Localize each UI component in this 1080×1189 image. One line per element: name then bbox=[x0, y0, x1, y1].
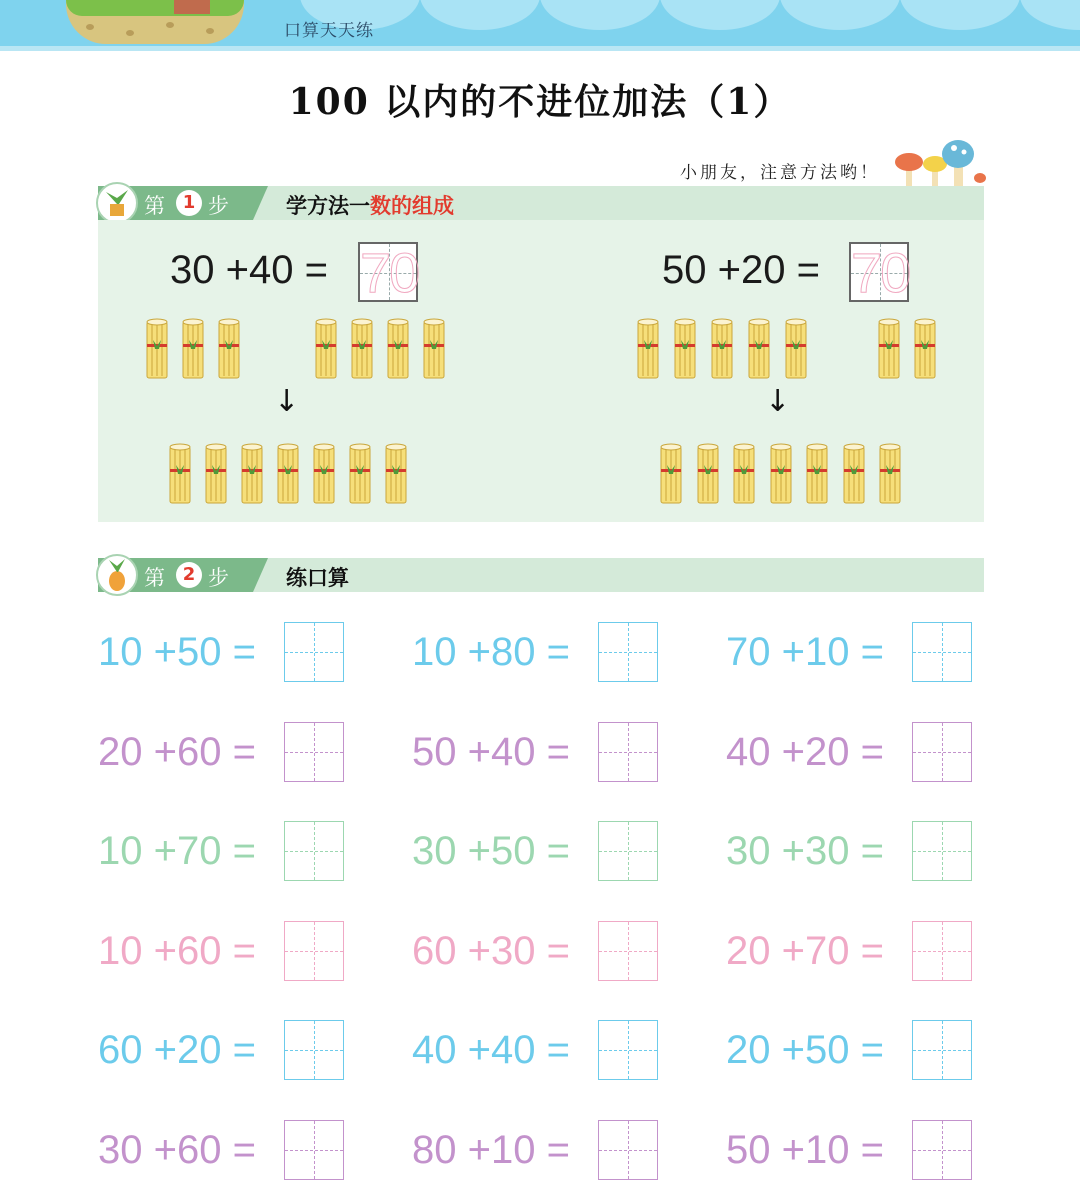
practice-question: 30 +30 = bbox=[726, 829, 884, 874]
step2-bar bbox=[98, 558, 984, 592]
answer-input-box[interactable] bbox=[284, 622, 344, 682]
practice-question: 60 +30 = bbox=[412, 928, 570, 973]
step2-number: 2 bbox=[176, 562, 202, 588]
example2-sum-bundle bbox=[733, 443, 755, 505]
practice-question: 40 +40 = bbox=[412, 1028, 570, 1073]
practice-question: 50 +40 = bbox=[412, 729, 570, 774]
example2-sum-bundle bbox=[806, 443, 828, 505]
step1-bar bbox=[98, 186, 984, 220]
example1-sum-bundle bbox=[349, 443, 371, 505]
step2-suffix: 步 bbox=[208, 566, 229, 590]
practice-question: 40 +20 = bbox=[726, 729, 884, 774]
mushroom-illustration bbox=[892, 138, 988, 190]
practice-question: 80 +10 = bbox=[412, 1128, 570, 1172]
answer-input-box[interactable] bbox=[284, 921, 344, 981]
plant-icon bbox=[96, 182, 138, 224]
pineapple-icon bbox=[96, 554, 138, 596]
example2-arrow: ↓ bbox=[765, 384, 791, 419]
example2-b-bundle bbox=[878, 318, 900, 380]
example2-a-bundle bbox=[711, 318, 733, 380]
header-rule bbox=[0, 46, 1080, 51]
example2-b-bundle bbox=[914, 318, 936, 380]
hint-text: 小朋友，注意方法哟！ bbox=[680, 163, 880, 183]
example2-a-bundle bbox=[637, 318, 659, 380]
example2-a-bundle bbox=[748, 318, 770, 380]
practice-question: 70 +10 = bbox=[726, 630, 884, 674]
example1-b-bundle bbox=[423, 318, 445, 380]
answer-input-box[interactable] bbox=[284, 821, 344, 881]
answer-input-box[interactable] bbox=[598, 921, 658, 981]
answer-input-box[interactable] bbox=[912, 622, 972, 682]
book-title: 口算天天练 bbox=[284, 21, 374, 41]
practice-question: 10 +80 = bbox=[412, 630, 570, 674]
answer-input-box[interactable] bbox=[912, 821, 972, 881]
practice-question: 30 +60 = bbox=[98, 1128, 256, 1172]
practice-question: 60 +20 = bbox=[98, 1028, 256, 1073]
example1-equation: 30 +40 = bbox=[170, 248, 328, 292]
answer-input-box[interactable] bbox=[912, 921, 972, 981]
answer-input-box[interactable] bbox=[912, 1020, 972, 1080]
example1-answer-box: 70 bbox=[360, 241, 419, 304]
example1-b-bundle bbox=[387, 318, 409, 380]
answer-input-box[interactable] bbox=[598, 821, 658, 881]
step1-number: 1 bbox=[176, 190, 202, 216]
example2-sum-bundle bbox=[843, 443, 865, 505]
page-title: 100 以内的不进位加法（1） bbox=[288, 81, 792, 123]
answer-input-box[interactable] bbox=[912, 1120, 972, 1180]
example1-a-bundle bbox=[182, 318, 204, 380]
example2-sum-bundle bbox=[879, 443, 901, 505]
example1-b-bundle bbox=[351, 318, 373, 380]
answer-input-box[interactable] bbox=[598, 1120, 658, 1180]
example1-sum-bundle bbox=[241, 443, 263, 505]
step1-prefix: 第 bbox=[144, 194, 165, 218]
answer-input-box[interactable] bbox=[598, 1020, 658, 1080]
practice-question: 30 +50 = bbox=[412, 829, 570, 874]
example1-arrow: ↓ bbox=[274, 384, 300, 419]
island-illustration bbox=[66, 0, 244, 44]
example2-equation: 50 +20 = bbox=[662, 248, 820, 292]
example2-sum-bundle bbox=[697, 443, 719, 505]
example1-sum-bundle bbox=[277, 443, 299, 505]
practice-question: 20 +50 = bbox=[726, 1028, 884, 1073]
step1-title: 学方法一数的组成 bbox=[286, 194, 454, 218]
answer-input-box[interactable] bbox=[598, 622, 658, 682]
example1-sum-bundle bbox=[313, 443, 335, 505]
practice-question: 20 +60 = bbox=[98, 729, 256, 774]
practice-question: 10 +70 = bbox=[98, 829, 256, 874]
example2-sum-bundle bbox=[660, 443, 682, 505]
practice-question: 20 +70 = bbox=[726, 928, 884, 973]
answer-input-box[interactable] bbox=[284, 1020, 344, 1080]
example1-sum-bundle bbox=[385, 443, 407, 505]
step2-title: 练口算 bbox=[286, 566, 349, 590]
example1-sum-bundle bbox=[169, 443, 191, 505]
example2-a-bundle bbox=[674, 318, 696, 380]
example1-a-bundle bbox=[146, 318, 168, 380]
step1-suffix: 步 bbox=[208, 194, 229, 218]
answer-input-box[interactable] bbox=[598, 722, 658, 782]
practice-question: 10 +60 = bbox=[98, 928, 256, 973]
example2-answer-box: 70 bbox=[851, 241, 910, 304]
answer-input-box[interactable] bbox=[284, 1120, 344, 1180]
example2-sum-bundle bbox=[770, 443, 792, 505]
example2-a-bundle bbox=[785, 318, 807, 380]
example1-sum-bundle bbox=[205, 443, 227, 505]
example1-b-bundle bbox=[315, 318, 337, 380]
practice-question: 50 +10 = bbox=[726, 1128, 884, 1172]
example1-a-bundle bbox=[218, 318, 240, 380]
answer-input-box[interactable] bbox=[912, 722, 972, 782]
step2-prefix: 第 bbox=[144, 566, 165, 590]
practice-question: 10 +50 = bbox=[98, 630, 256, 674]
answer-input-box[interactable] bbox=[284, 722, 344, 782]
